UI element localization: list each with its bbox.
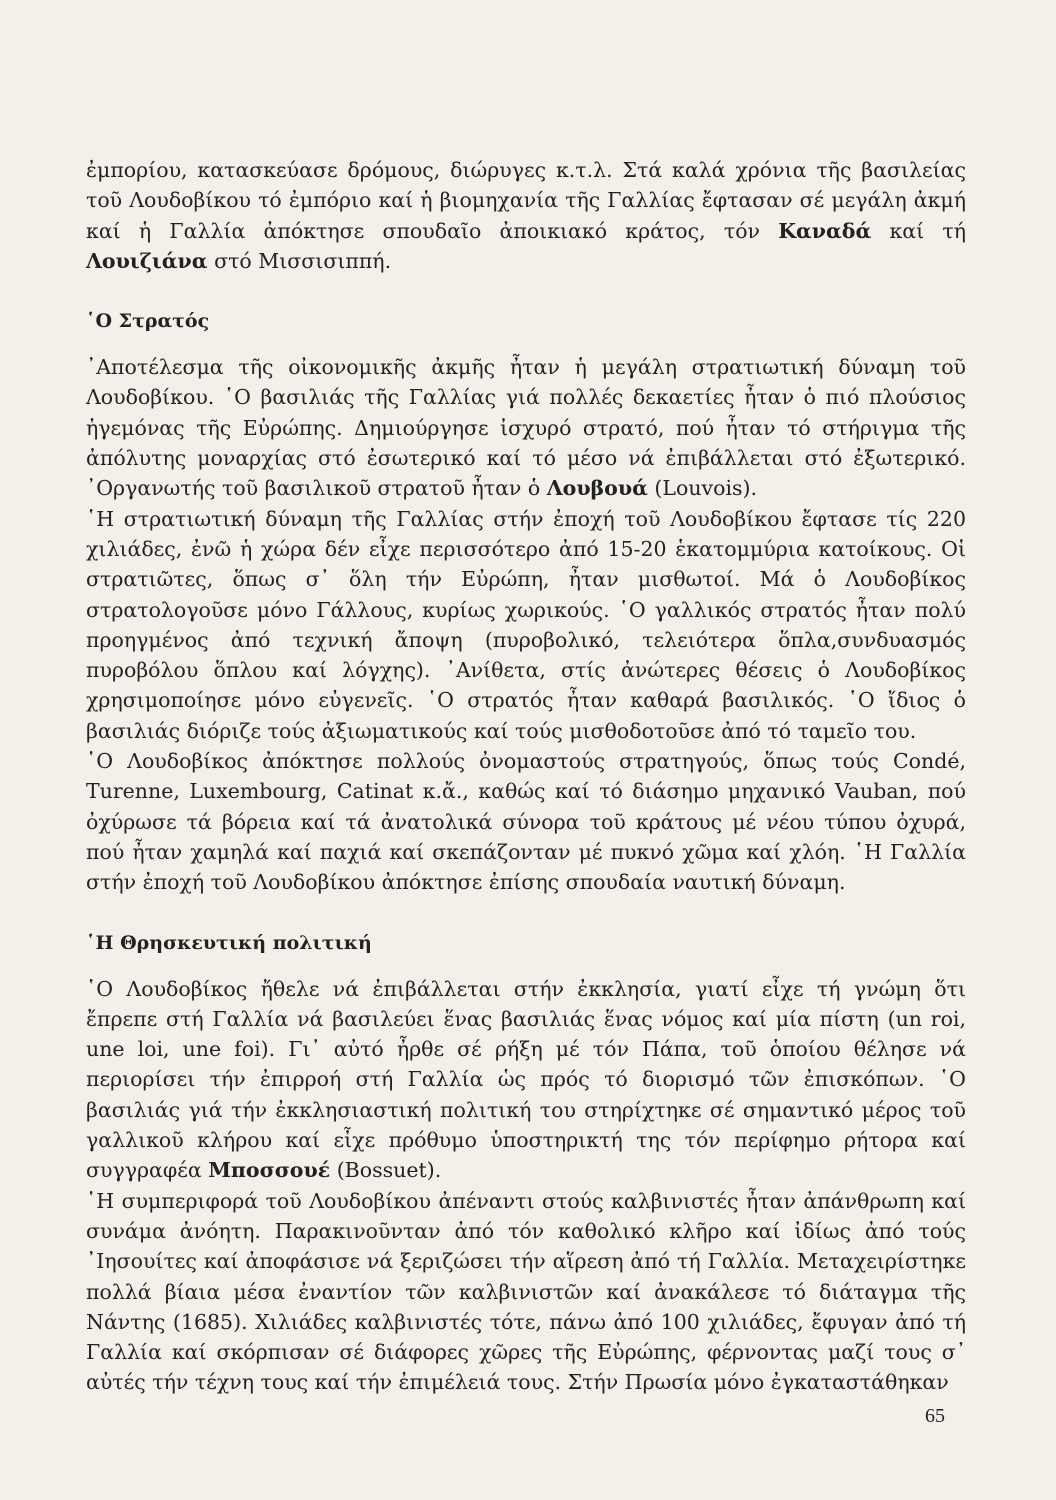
intro-text-mid: καί τή (871, 218, 966, 243)
religion-p1-text: ῾Ο Λουδοβίκος ἤθελε νά ἐπιβάλλεται στήν ἐκκλησία, γιατί εἶχε τή γνώμη ὅτι ἔπρεπε στή Γαλλία νά βασιλεύει ἕνας βασιλιάς ἕνας νόμος καί μία πίστη (un roi, une loi, une foi). Γι᾿ αὐτό ἦρθε σέ ρήξη μέ τόν Πάπα, τοῦ ὁποίου θέλησε νά περιορίσει τήν ἐπιρροή στή Γαλλία ὡς πρός τό διορισμό τῶν ἐπισκόπων. ῾Ο βασιλιάς γιά τήν ἐκκλησιαστική πολιτική του στηρίχτηκε σέ σημαντικό μέρος τοῦ γαλλικοῦ κλήρου καί εἶχε πρόθυμο ὑποστηρικτή της τόν περίφημο ρήτορα καί συγγραφέα (86, 976, 966, 1183)
army-paragraph-3: ῾Ο Λουδοβίκος ἀπόκτησε πολλούς ὀνομαστούς στρατηγούς, ὅπως τούς Condé, Turenne, Luxembourg, Catinat κ.ἄ., καθώς καί τό διάσημο μηχανικό Vauban, πού ὀχύρωσε τά βόρεια καί τά ἀνατολικά σύνορα τοῦ κράτους μέ νέου τύπου ὀχυρά, πού ἦταν χαμηλά καί παχιά καί σκεπάζονταν μέ πυκνό χῶμα καί χλόη. ῾Η Γαλλία στήν ἐποχή τοῦ Λουδοβίκου ἀπόκτησε ἐπίσης σπουδαία ναυτική δύναμη. (86, 749, 966, 895)
religion-paragraph-1 (86, 974, 966, 1186)
bold-bossuet: Μποσσουέ (208, 1158, 331, 1183)
section-heading-army: ῾Ο Στρατός (86, 310, 210, 333)
army-paragraph-1 (86, 352, 966, 503)
bold-louvois: Λουβουά (546, 476, 648, 501)
army-p1-text: ᾿Αποτέλεσμα τῆς οἰκονομικῆς ἀκμῆς ἦταν ἡ μεγάλη στρατιωτική δύναμη τοῦ Λουδοβίκου. ῾Ο βασιλιάς τῆς Γαλλίας γιά πολλές δεκαετίες ἦταν ὁ πιό πλούσιος ἡγεμόνας τῆς Εὐρώπης. Δημιούργησε ἰσχυρό στρατό, πού ἦταν τό στήριγμα τῆς ἀπόλυτης μοναρχίας στό ἐσωτερικό καί τό μέσο νά ἐπιβάλλεται στό ἐξωτερικό. ᾿Οργανωτής τοῦ βασιλικοῦ στρατοῦ ἦταν ὁ (86, 355, 966, 501)
army-paragraph-2: ῾Η στρατιωτική δύναμη τῆς Γαλλίας στήν ἐποχή τοῦ Λουδοβίκου ἔφτασε τίς 220 χιλιάδες, ἐνῶ ἡ χώρα δέν εἶχε περισσότερο ἀπό 15-20 ἑκατομμύρια κατοίκους. Οἱ στρατιῶτες, ὅπως σ᾿ ὅλη τήν Εὐρώπη, ἦταν μισθωτοί. Μά ὁ Λουδοβίκος στρατολογοῦσε μόνο Γάλλους, κυρίως χωρικούς. ῾Ο γαλλικός στρατός ἦταν πολύ προηγμένος ἀπό τεχνική ἄποψη (πυροβολικό, τελειότερα ὅπλα,συνδυασμός πυροβόλου ὅπλου καί λόγχης). ᾿Ανίθετα, στίς ἀνώτερες θέσεις ὁ Λουδοβίκος χρησιμοποίησε μόνο εὐγενεῖς. ῾Ο στρατός ἦταν καθαρά βασιλικός. ῾Ο ἴδιος ὁ βασιλιάς διόριζε τούς ἀξιωματικούς καί τούς μισθοδοτοῦσε ἀπό τό ταμεῖο του. (86, 506, 966, 743)
page-number: 65 (925, 1405, 945, 1427)
intro-paragraph (86, 155, 966, 276)
section-heading-religion: ῾Η Θρησκευτική πολιτική (86, 931, 372, 954)
bold-louisiana: Λουιζιάνα (86, 248, 208, 273)
page-body (86, 155, 966, 1398)
bold-canada: Καναδά (778, 218, 872, 243)
religion-paragraph-2: ῾Η συμπεριφορά τοῦ Λουδοβίκου ἀπέναντι στούς καλβινιστές ἦταν ἀπάνθρωπη καί συνάμα ἀνόητη. Παρακινοῦνταν ἀπό τόν καθολικό κλῆρο καί ἰδίως ἀπό τούς ᾿Ιησουίτες καί ἀποφάσισε νά ξεριζώσει τήν αἵρεση ἀπό τή Γαλλία. Μεταχειρίστηκε πολλά βίαια μέσα ἐναντίον τῶν καλβινιστῶν καί ἀνακάλεσε τό διάταγμα τῆς Νάντης (1685). Χιλιάδες καλβινιστές τότε, πάνω ἀπό 100 χιλιάδες, ἔφυγαν ἀπό τή Γαλλία καί σκόρπισαν σέ διάφορες χῶρες τῆς Εὐρώπης, φέρνοντας μαζί τους σ᾿ αὐτές τήν τέχνη τους καί τήν ἐπιμέλειά τους. Στήν Πρωσία μόνο ἐγκαταστάθηκαν (86, 1188, 966, 1395)
intro-text: ἐμπορίου, κατασκεύασε δρόμους, διώρυγες κ.τ.λ. Στά καλά χρόνια τῆς βασιλείας τοῦ Λουδοβίκου τό ἐμπόριο καί ἡ βιομηχανία τῆς Γαλλίας ἔφτασαν σέ μεγάλη ἀκμή καί ἡ Γαλλία ἀπόκτησε σπουδαῖο ἀποικιακό κράτος, τόν (86, 158, 966, 243)
intro-text-end: στό Μισσισιππή. (207, 248, 392, 273)
religion-p1-end: (Bossuet). (330, 1158, 442, 1183)
army-p1-end: (Louvois). (647, 476, 758, 501)
